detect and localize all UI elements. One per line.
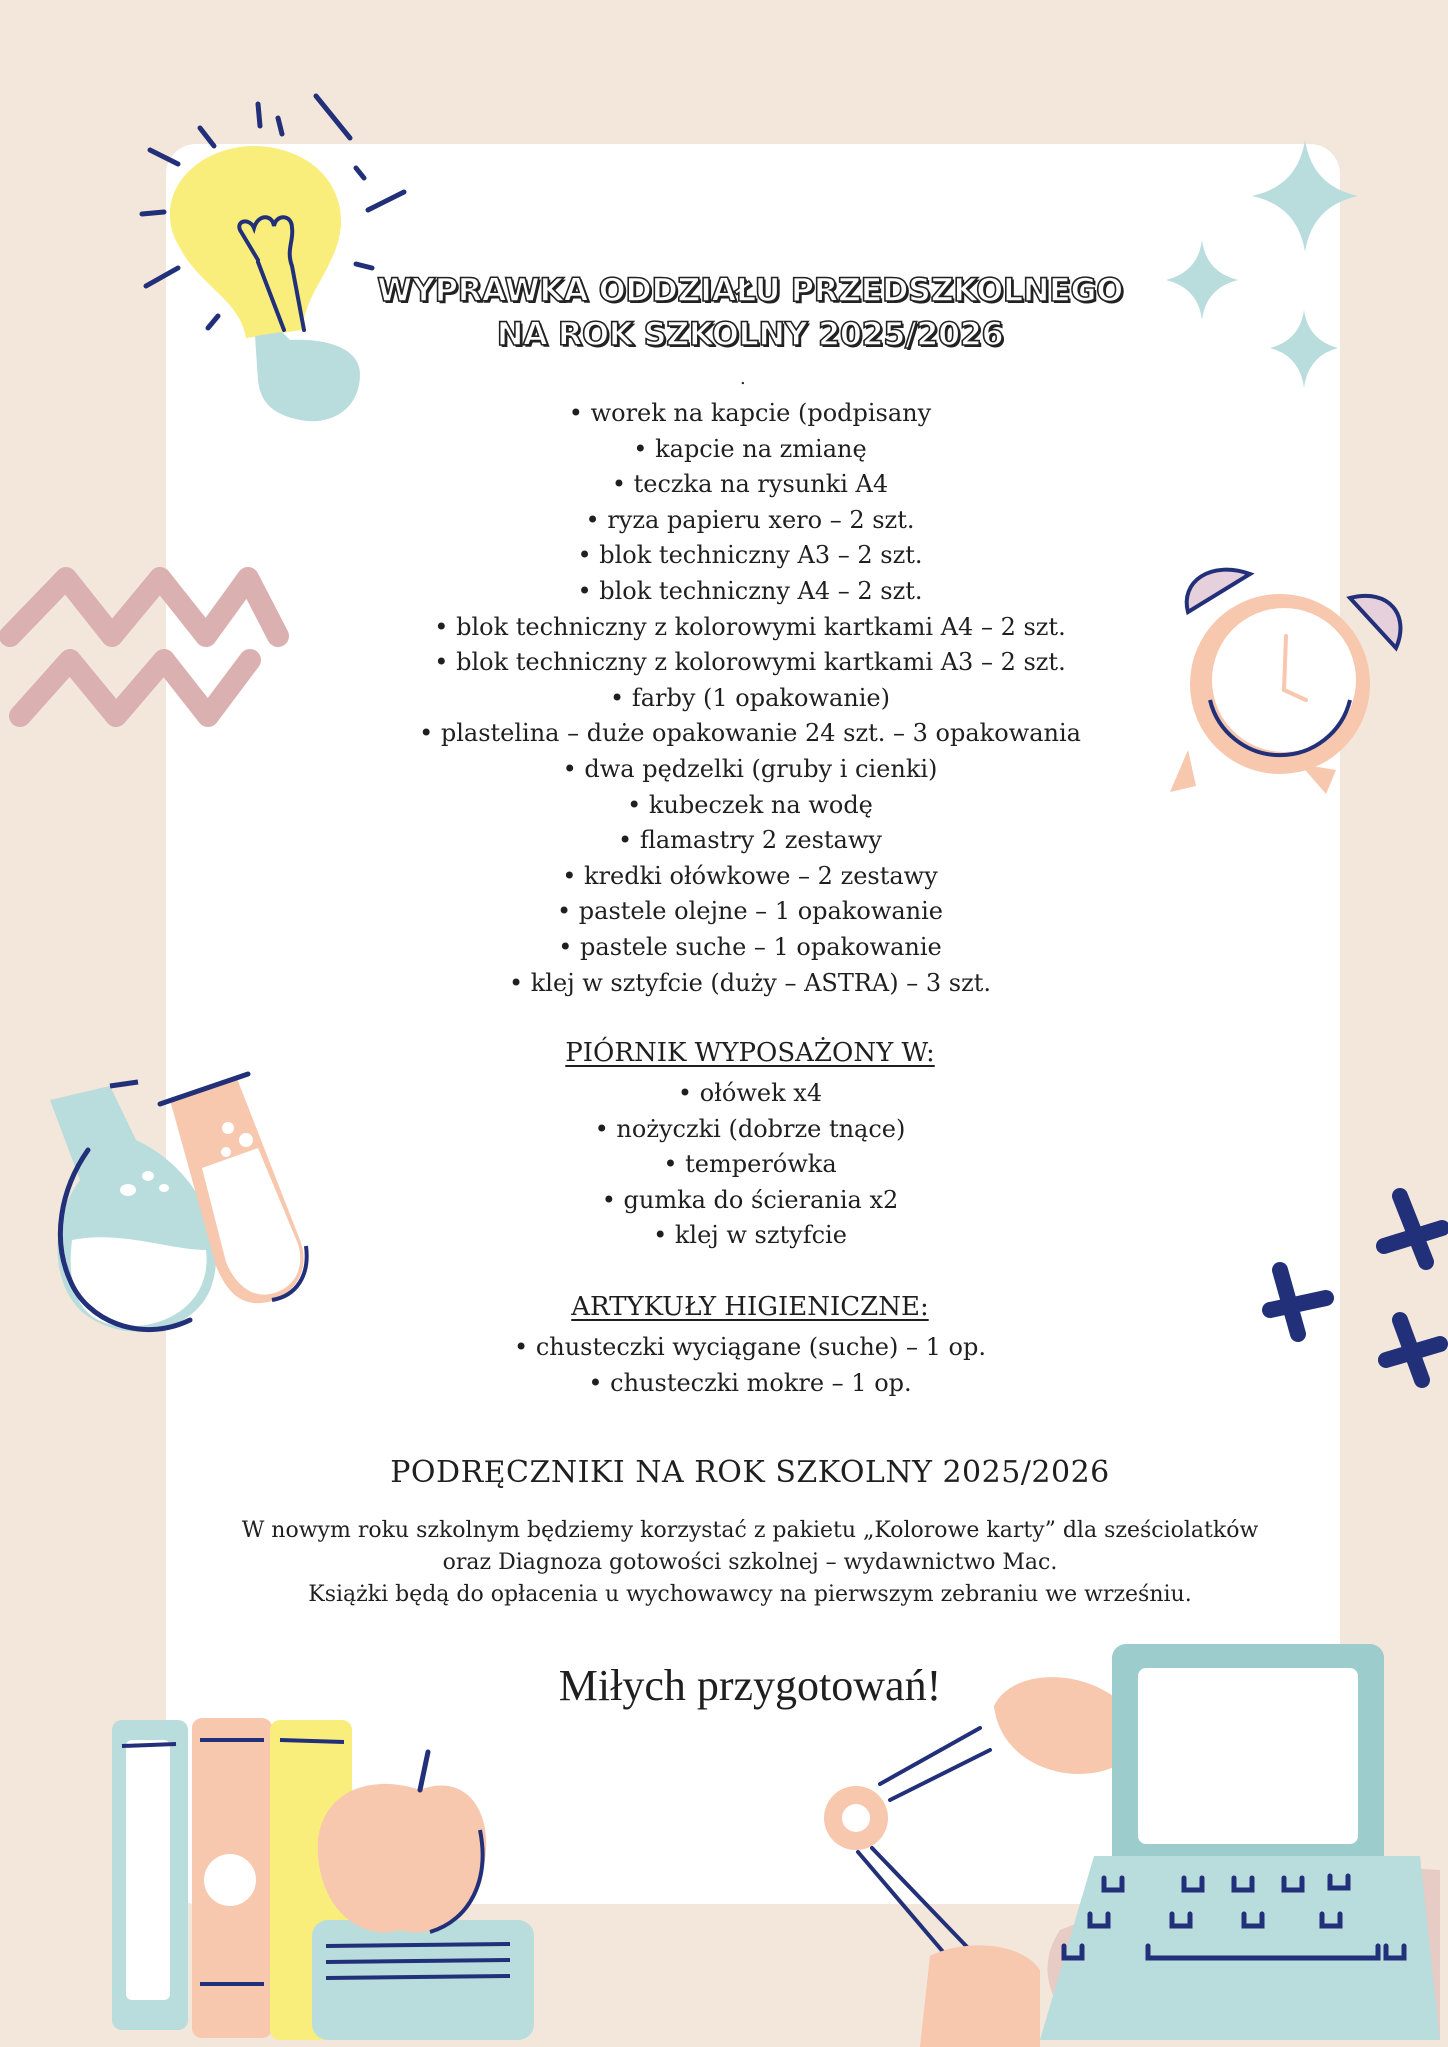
- title-line-1: WYPRAWKA ODDZIAŁU PRZEDSZKOLNEGO: [377, 271, 1123, 309]
- list-item: • kapcie na zmianę: [300, 432, 1200, 468]
- supplies-list: [300, 396, 1200, 1001]
- list-item: • chusteczki mokre – 1 op.: [300, 1366, 1200, 1402]
- stray-dot: .: [740, 368, 746, 389]
- list-item: • teczka na rysunki A4: [300, 467, 1200, 503]
- title-line-2: NA ROK SZKOLNY 2025/2026: [496, 315, 1004, 353]
- section-heading-piornik: PIÓRNIK WYPOSAŻONY W:: [565, 1038, 935, 1068]
- list-item: • ryza papieru xero – 2 szt.: [300, 503, 1200, 539]
- list-item: • blok techniczny z kolorowymi kartkami A4 – 2 szt.: [300, 610, 1200, 646]
- list-item: • ołówek x4: [300, 1076, 1200, 1112]
- list-item: • pastele suche – 1 opakowanie: [300, 930, 1200, 966]
- closing-greeting: Miłych przygotowań!: [558, 1661, 942, 1710]
- list-item: • flamastry 2 zestawy: [300, 823, 1200, 859]
- textbooks-heading: PODRĘCZNIKI NA ROK SZKOLNY 2025/2026: [390, 1455, 1110, 1490]
- list-item: • pastele olejne – 1 opakowanie: [300, 894, 1200, 930]
- page-title: [300, 268, 1200, 356]
- list-item: • blok techniczny A3 – 2 szt.: [300, 538, 1200, 574]
- lightbulb-icon: [142, 96, 404, 421]
- piornik-list: [300, 1076, 1200, 1254]
- list-item: • klej w sztyfcie: [300, 1218, 1200, 1254]
- list-item: • blok techniczny z kolorowymi kartkami A3 – 2 szt.: [300, 645, 1200, 681]
- list-item: • chusteczki wyciągane (suche) – 1 op.: [300, 1330, 1200, 1366]
- list-item: • plastelina – duże opakowanie 24 szt. – 3 opakowania: [300, 716, 1200, 752]
- list-item: • kredki ołówkowe – 2 zestawy: [300, 859, 1200, 895]
- list-item: • klej w sztyfcie (duży – ASTRA) – 3 szt.: [300, 966, 1200, 1002]
- list-item: • farby (1 opakowanie): [300, 681, 1200, 717]
- list-item: • nożyczki (dobrze tnące): [300, 1112, 1200, 1148]
- list-item: • kubeczek na wodę: [300, 788, 1200, 824]
- paragraph-line: oraz Diagnoza gotowości szkolnej – wydawnictwo Mac.: [442, 1550, 1058, 1575]
- alarm-clock-icon: [1170, 570, 1400, 794]
- paragraph-line: Książki będą do opłacenia u wychowawcy na pierwszym zebraniu we wrześniu.: [308, 1582, 1192, 1607]
- list-item: • blok techniczny A4 – 2 szt.: [300, 574, 1200, 610]
- cross-icon: [1270, 1196, 1442, 1380]
- wave-icon: [10, 578, 278, 716]
- section-heading-higiena: ARTYKUŁY HIGIENICZNE:: [571, 1292, 929, 1322]
- list-item: • dwa pędzelki (gruby i cienki): [300, 752, 1200, 788]
- paragraph-line: W nowym roku szkolnym będziemy korzystać z pakietu „Kolorowe karty” dla sześciolatków: [241, 1518, 1259, 1543]
- list-item: • gumka do ścierania x2: [300, 1183, 1200, 1219]
- list-item: • temperówka: [300, 1147, 1200, 1183]
- higiena-list: [300, 1330, 1200, 1401]
- list-item: • worek na kapcie (podpisany: [300, 396, 1200, 432]
- textbooks-paragraph: [160, 1515, 1340, 1611]
